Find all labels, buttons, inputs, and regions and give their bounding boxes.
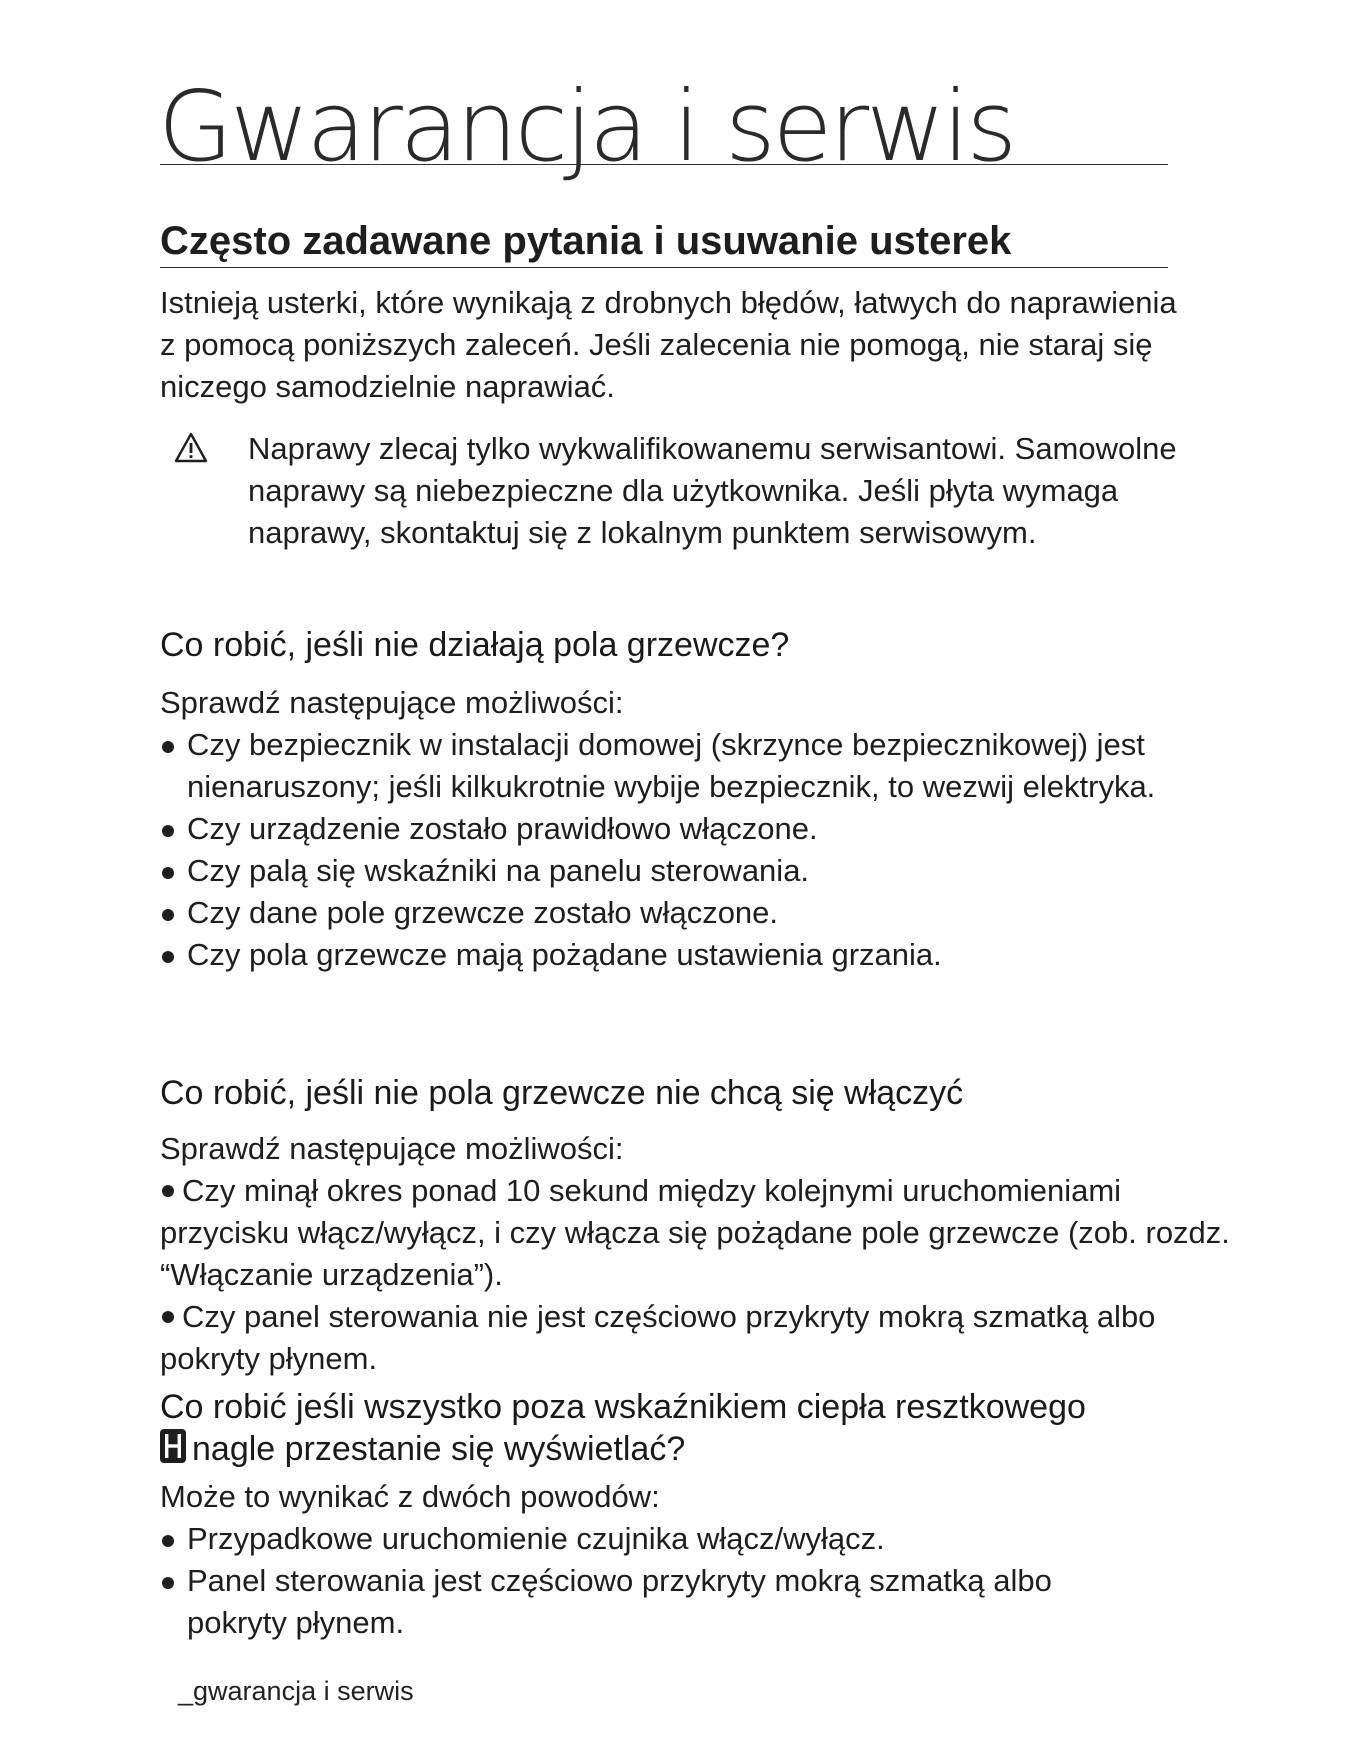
residual-heat-h-icon [160, 1429, 186, 1463]
title-divider [160, 164, 1168, 165]
bullet-dot [162, 1185, 174, 1197]
bullet-dot [162, 1311, 174, 1323]
faq-heading-divider [160, 267, 1168, 268]
list-item: Czy urządzenie zostało prawidłowo włączone. [160, 808, 1180, 850]
list-item-text: Czy minął okres ponad 10 sekund między kolejnymi uruchomieniami przycisku włącz/wyłącz, i czy włącza się pożądane pole grzewcze (zob. rozdz. “Włączanie urządzenia”). [160, 1173, 1230, 1292]
list-item: Panel sterowania jest częściowo przykryty mokrą szmatką albo pokryty płynem. [160, 1560, 1160, 1644]
list-item: Przypadkowe uruchomienie czujnika włącz/wyłącz. [160, 1518, 1160, 1560]
section-2-bullet-list [160, 1170, 1240, 1380]
section-3-lead: Może to wynikać z dwóch powodów: [160, 1479, 660, 1514]
section-1-bullet-list [160, 724, 1180, 976]
list-item [160, 1296, 1240, 1380]
section-display-off-title-line2: nagle przestanie się wyświetlać? [192, 1430, 686, 1468]
section-display-off-title-line1: Co robić jeśli wszystko poza wskaźnikiem ciepła resztkowego [160, 1388, 1086, 1426]
warning-triangle-icon [174, 432, 208, 464]
list-item: Czy bezpiecznik w instalacji domowej (skrzynce bezpiecznikowej) jest nienaruszony; jeśli kilkukrotnie wybije bezpiecznik, to wezwij elektryka. [160, 724, 1180, 808]
list-item-text: Czy panel sterowania nie jest częściowo przykryty mokrą szmatką albo pokryty płynem. [160, 1299, 1156, 1376]
section-2-lead: Sprawdź następujące możliwości: [160, 1131, 624, 1166]
section-display-off-title [160, 1386, 1260, 1470]
section-1-lead: Sprawdź następujące możliwości: [160, 685, 624, 720]
list-item: Czy palą się wskaźniki na panelu sterowania. [160, 850, 1180, 892]
section-heating-fields-not-working-title: Co robić, jeśli nie działają pola grzewcze? [160, 626, 790, 664]
faq-intro: Istnieją usterki, które wynikają z drobnych błędów, łatwych do naprawienia z pomocą poniższych zaleceń. Jeśli zalecenia nie pomogą, nie staraj się niczego samodzielnie naprawiać. [160, 285, 1177, 404]
warning-text: Naprawy zlecaj tylko wykwalifikowanemu serwisantowi. Samowolne naprawy są niebezpieczne dla użytkownika. Jeśli płyta wymaga naprawy, skontaktuj się z lokalnym punktem serwisowym. [248, 431, 1177, 550]
list-item: Czy pola grzewcze mają pożądane ustawienia grzania. [160, 934, 1180, 976]
list-item: Czy dane pole grzewcze zostało włączone. [160, 892, 1180, 934]
page-footer: _gwarancja i serwis [178, 1676, 414, 1706]
list-item [160, 1170, 1240, 1296]
section-3-bullet-list [160, 1518, 1160, 1644]
faq-heading: Często zadawane pytania i usuwanie usterek [160, 219, 1012, 263]
section-heating-fields-wont-start-title: Co robić, jeśli nie pola grzewcze nie chcą się włączyć [160, 1074, 964, 1112]
page-title: Gwarancja i serwis [158, 70, 1014, 183]
